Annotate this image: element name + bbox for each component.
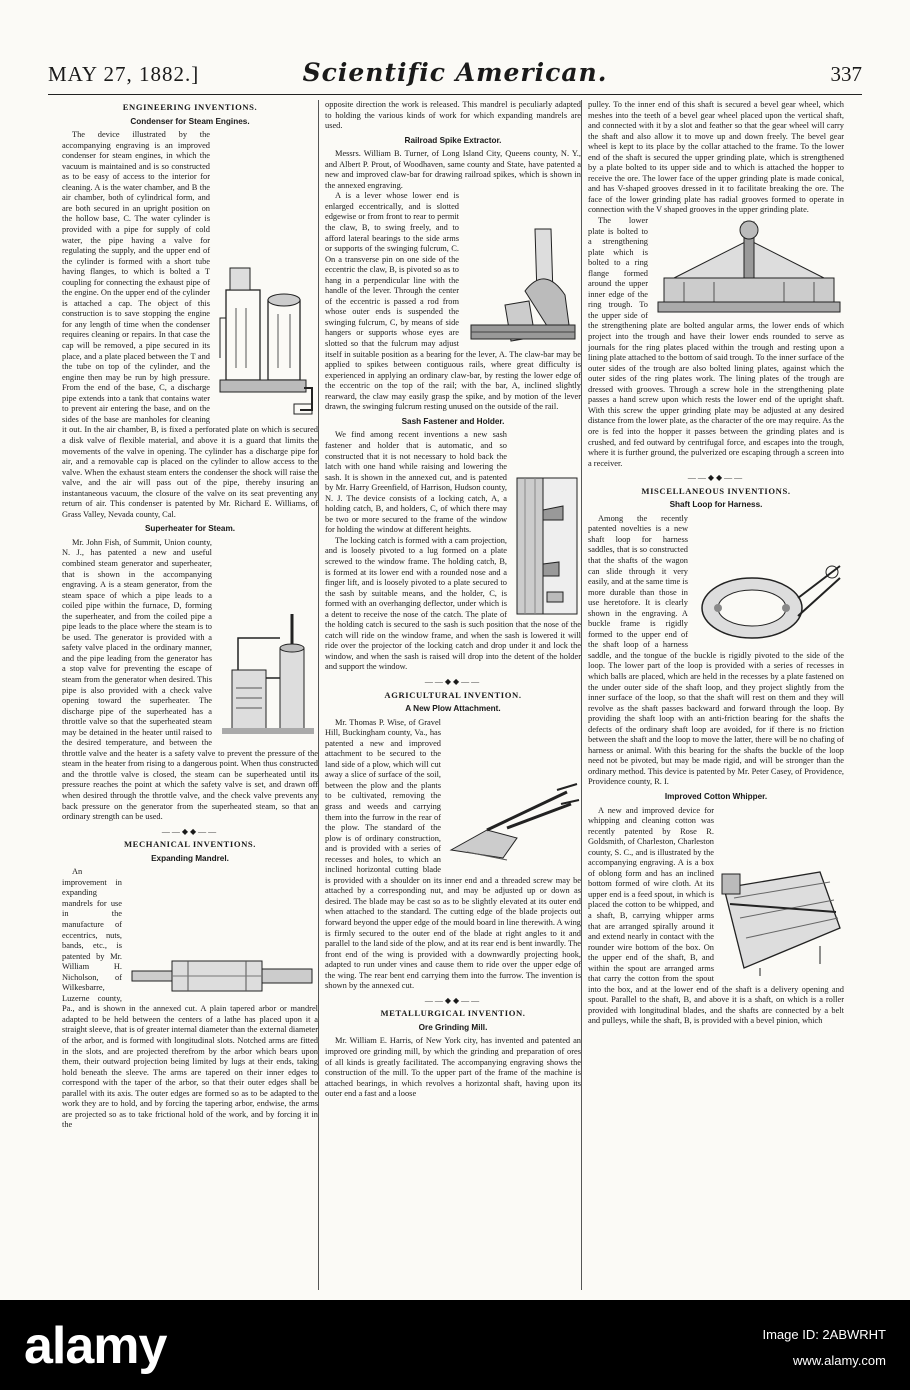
sash-fastener-engraving	[513, 476, 581, 616]
mandrel-engraving	[128, 955, 318, 997]
article-title: Railroad Spike Extractor.	[404, 135, 502, 145]
alamy-logo: alamy	[24, 1317, 167, 1375]
image-id-block	[762, 1322, 886, 1374]
ornament-divider: ——◆◆——	[687, 473, 745, 483]
section-heading: ENGINEERING INVENTIONS.	[122, 102, 258, 112]
condenser-engraving	[216, 248, 318, 418]
image-id: Image ID: 2ABWRHT	[762, 1327, 886, 1342]
shaft-loop-engraving	[694, 558, 844, 644]
article-title: Sash Fastener and Holder.	[401, 416, 505, 426]
article-title: A New Plow Attachment.	[405, 704, 501, 714]
page-number: 337	[830, 62, 862, 86]
article-title: Expanding Mandrel.	[151, 853, 229, 863]
ornament-divider: ——◆◆——	[161, 826, 219, 836]
article-body: Mr. Thomas P. Wise, of Gravel Hill, Buckingham county, Va., has patented a new and improved attachment to be secured to the land side of a plow, which will cut away a slice of surface of the soil, between the plow and the plants to be cultivated, removing the grass and weeds and carrying them into the furrow in the rear of the plow. The standard of the plow is of ordinary construction, and is provided with a series of recesses and holes, to which an inclined horizontal cutting blade is provided with a shoulder on its inner end and a threaded screw may be attached by a corresponding nut, and may be adjusted up or down as desired. The blade may be cast so as to be slightly elevated at its outer end when attached to the standard. The cutting edge of the blade projects out forward beyond the upper edge of the mould board in line therewith. A wing is firmly secured to the outer end of the blade at right angles to it and parallel to the land side of the plow, and at its rear end is bent inwardly. The front end of the wing is provided with a downwardly projecting hook, adapted to run under vines and cause them to ride over the upper edge of the wing. The rear bent end carrying them into the furrow. The invention is shown by the annexed cut.	[325, 717, 581, 991]
article-body: opposite direction the work is released. This mandrel is peculiarly adapted to holding the various kinds of work for which expanding mandrels are used.	[325, 100, 581, 131]
article-body: A new and improved device for whipping and cleaning cotton was recently patented by Rose R. Goldsmith, of Charleston, Charleston county, S. C., and is illustrated by the accompanying engraving. A is a box of oblong form and has an inclined bottom formed of wire cloth. At its upper end is a feed spout, in which is placed the cotton to be whipped, and a shaft, B, carrying whipper arms that are arranged spirally around it and extend nearly in contact with the rounder wire bottom of the box. On the upper end of the shaft, B, and within the spout are arranged arms that carry the cotton from the spout into the box, and at the lower end of the shaft is a delivery opening and spout. Parallel to the shaft, B, and above it is a shaft, on which is a roller provided with longitudinal blades, and the shafts are connected by a belt and pulleys, while the shaft, B, is provided with a bevel pinion, which	[588, 805, 844, 1026]
column-rule	[581, 100, 582, 1290]
article-title: Condenser for Steam Engines.	[130, 116, 250, 126]
article-body: The device illustrated by the accompanying engraving is an improved condenser for steam engines, in which the vacuum is maintained and is so constructed as to be easy of access to the interior for cleaning. A is the water chamber, and B the air chamber, both of cylindrical form, and are both secured in an upright position on the hollow base, C. The water cylinder is provided with a pipe for supply of cold water, the pipe having a valve for regulating the supply, and the upper end of the cylinder is formed with a short tube having flanges, to which is bolted a T coupling for connecting the exhaust pipe of the engine. On the upper end of the cylinder is attached a cap. The object of this construction is to save stopping the engine for any length of time when the condenser requires cleaning or repairs. In that case the cap will be removed, a pipe secured in its place, and a plate placed between the T and the tube on top of the cylinder, and the engine then may be run by high pressure. From the end of the base, C, a discharge pipe extends into a tank that contains water to prevent air entering the base, and on the sides of the base are manholes for cleaning it out. In the air chamber, B, is fixed a perforated plate on which is secured a disk valve of flexible material, and above it is a guard that limits the movements of the valve in opening. The cylinder has a discharge pipe for air, and a removable cap is placed on the cylinder to allow access to the valve. When the exhaust steam enters the condenser the shock will raise the valve, and the air will pass out of the pipe, thereby insuring an instantaneous vacuum, the closure of the valve on its seat preventing any return of air. This condenser is patented by Mr. Richard E. Williams, of Grass Valley, Nevada county, Cal.	[62, 130, 318, 519]
article-body: Mr. John Fish, of Summit, Union county, N. J., has patented a new and useful combined steam generator and superheater, that is shown in the accompanying engraving. A is a steam generator, from the steam space of which a pipe leads to a coiled pipe within the furnace, D, forming the superheater, and from the coiled pipe a pipe leads to the place where the steam is to be used. The generator is provided with a safety valve placed in the ordinary manner, and the pipe leading from the generator has a stop valve for preventing the escape of steam from the generator when desired. This pipe is also provided with a check valve opening toward the superheater. The discharge pipe of the superheated has a throttle valve so that the superheated steam may be detained in the heater until raised to the desired temperature, and between the throttle valve and the heater is a safety valve to prevent the pressure of the steam in the heater from rising to a dangerous point. When thus constructed and the throttle valve is closed, the steam can be superheated until its pressure reaches the point at which the safety valve is set, and drawn off when desired through the throttle valve, and the check valve prevents any back pressure on the generator from the superheated steam, so that an ordinary strength can be used.	[62, 537, 318, 822]
article-title: Shaft Loop for Harness.	[669, 500, 763, 510]
site-url: www.alamy.com	[793, 1353, 886, 1368]
plow-engraving	[447, 780, 581, 864]
superheater-engraving	[218, 608, 318, 738]
spike-extractor-engraving	[465, 225, 581, 347]
article-body: A is a lever whose lower end is enlarged eccentrically, and is slotted edgewise or from front to rear to permit the claw, B, to swing freely, and to afford lateral bearings to the side arms or supports of the swinging fulcrum, C. On a transverse pin on one side of the eccentric the claw, B, is pivoted so as to hang in a perpendicular line with the handle of the lever. Through the center of the eccentric is passed a rod from whose outer ends is suspended the swinging fulcrum, C, by means of side hangers or supports whose eyes are slotted so that the fulcrum may adjust itself in suitable position as a bearing for the lever, A. The claw-bar may be applied to spikes between contiguous rails, where great difficulty is experienced in applying an ordinary claw-bar, by resting the lower edge of the eccentric on the top of the rail; with the bar, A, inclined slightly rearward, the claw may easily grasp the spike, and by motion of the lever drawn, the swinging fulcrum resting unused on the outside of the rail.	[325, 191, 581, 412]
section-heading: MISCELLANEOUS INVENTIONS.	[641, 485, 791, 496]
ornament-divider: ——◆◆——	[424, 676, 482, 686]
article-body: The locking catch is formed with a cam projection, and is loosely pivoted to a lug formed on a plate screwed to the window frame. The holding catch, B, is formed at its lower end with a rounded nose and a finger lift, and is loosely pivoted to a plate secured to the sash by suitable means, and the holder, C, is formed with an overhanging deflector, under which is a detent to receive the nose of the catch. The plate of the holding catch is secured to the sash is such position that the nose of the catch will ride on the window frame, and when the sash is lowered it will ride over the projector of the locking catch and drop under it and lock the window, and when the sash is raised will drop into the detent of the holder and support the window.	[325, 535, 581, 672]
issue-date: MAY 27, 1882.]	[48, 62, 200, 86]
section-heading: MECHANICAL INVENTIONS.	[123, 839, 257, 850]
article-body: Mr. William E. Harris, of New York city, has invented and patented an improved ore grinding mill, by which the grinding and preparation of ores of all kinds is greatly facilitated. The accompanying engraving shows the construction of the mill. To the upper part of the frame of the machine is attached bearings, in which revolves a horizontal shaft, having upon its outer end a fast and a loose	[325, 1036, 581, 1099]
cotton-whipper-engraving	[720, 868, 844, 976]
page-header	[48, 58, 862, 95]
article-body: Messrs. William B. Turner, of Long Island City, Queens county, N. Y., and Albert P. Prout, of Woodhaven, same county and State, have patented a new and improved claw-bar for drawing railroad spikes, which is shown in the annexed engraving.	[325, 149, 581, 190]
stock-watermark-bar	[0, 1300, 910, 1390]
section-heading: AGRICULTURAL INVENTION.	[384, 689, 522, 700]
article-body: The lower plate is bolted to a strengthening plate which is bolted to a ring flange formed around the upper inner edge of the ring trough. To the upper side of the strengthening plate are bolted angular arms, the lower ends of which project into the trough and have their lower ends rounded to serve as journals for the ring plates placed within the trough and resting upon a lining plate attached to the bottom of said trough. To the inner surface of the outer sides of the trough are also bolted lining plates, against which the outer sides of the ring plates work. The lining plates of the trough are dressed with grooves. Through a screw hole in the strengthening plate passes a hand screw upon which rests the lower end of the upright shaft. With this screw the upper grinding plate may be adjusted at any desired distance from the lower plate, as the character of the ore may require. As the ore is fed into the hopper it passes between the grinding plates and is crushed, and fed outward by centrifugal force, and escapes into the trough, where it is further ground, the pulverized ore escaping through a screen into a receiver.	[588, 216, 844, 468]
article-title: Superheater for Steam.	[144, 524, 236, 534]
column-1	[62, 100, 318, 1290]
ornament-divider: ——◆◆——	[424, 995, 482, 1005]
article-body: We find among recent inventions a new sash fastener and holder that is automatic, and so constructed that it is not necessary to hold back the latch with one hand while raising and lowering the sash. It is shown in the annexed cut, and is patented by Mr. Harry Greenfield, of Harrison, Hudson county, N. J. The device consists of a locking catch, A, a holding catch, B, and holders, C, of which there may be two or more secured to the frame of the window for holding the window at different heights.	[325, 430, 507, 535]
column-3	[588, 100, 844, 1290]
section-heading: METALLURGICAL INVENTION.	[380, 1008, 526, 1019]
article-body: An improvement in expanding mandrels for use in the manufacture of eccentrics, nuts, bands, etc., is patented by Mr. William H. Nicholson, of Wilkesbarre, Luzerne county, Pa., and is shown in the annexed cut. A plain tapered arbor or mandrel adapted to be held between the centers of a lathe has placed upon it a straight sleeve, that is of greater internal diameter than the external diameter of the arbor, and is formed with longitudinal slots. Notched arms are fitted in the slots, and are projected therefrom by the arbor which bears upon them, their outward projection being limited by lugs at their ends, taking hold beneath the sleeve. The arms are tapered on their inner edges to correspond with the taper of the arbor, so that their outer edges shall be parallel with its axis. The outer edges are formed so as to be adapted to the work they are to hold, and by forcing the tapering arbor, endwise, the arms are projected so as to take frictional hold of the work, and by forcing it in the	[62, 867, 318, 1130]
article-body: pulley. To the inner end of this shaft is secured a bevel gear wheel, which meshes into the teeth of a bevel gear wheel placed upon the vertical shaft, and connected with it by a slot and feather so that the gear wheel will carry the shaft and also allow it to move up and down freely. The bevel gear wheel is kept to its place by the collar attached to the frame. To the lower end of the shaft is secured the upper grinding plate, which is strengthened by a plate bolted to its upper side and to which is attached the hopper to receive the ore. The lower face of the upper grinding plate is made conical, and has V-shaped grooves dressed in it to facilitate breaking the ore. The face of the lower grinding plate has radial grooves formed to operate in connection with the V shaped grooves in the upper grinding plate.	[588, 100, 844, 215]
article-title: Ore Grinding Mill.	[418, 1022, 488, 1032]
column-rule	[318, 100, 319, 1290]
column-2	[325, 100, 581, 1290]
ore-mill-engraving	[654, 218, 844, 318]
masthead-title: Scientific American.	[302, 58, 608, 87]
article-body: Among the recently patented novelties is a new shaft loop for harness saddles, that is so constructed that the shafts of the wagon can slide through it very easily, and at the same time is more durable than those in use heretofore. It is clearly shown in the engraving. A buckle frame is rigidly formed to the upper end of the shaft loop of a harness saddle, and the tongue of the buckle is rigidly pivoted to the side of the loop. The lower part of the loop is provided with a series of recesses in which balls are placed, which are held in the recesses by a plate fastened on the under outer side of the shaft loop, and they project slightly from the inner surface of the loop, so that the shaft will rest on them and they will revolve as the shaft passes backward and forward through the loop. By providing the shaft loop with an anti-friction bearing for the shafts the defects of the ordinary shaft loop are avoided, for if there is no friction between the shaft and the loop to move the latter, there will be no chafing of harness or animal. With this bearing for the shafts the buckle of the loop need not be pivoted, but may be made rigid, and will be stronger than the ordinary method. This device is patented by Mr. Peter Casey, of Providence, Providence county, R. I.	[588, 513, 844, 787]
article-title: Improved Cotton Whipper.	[664, 792, 768, 801]
